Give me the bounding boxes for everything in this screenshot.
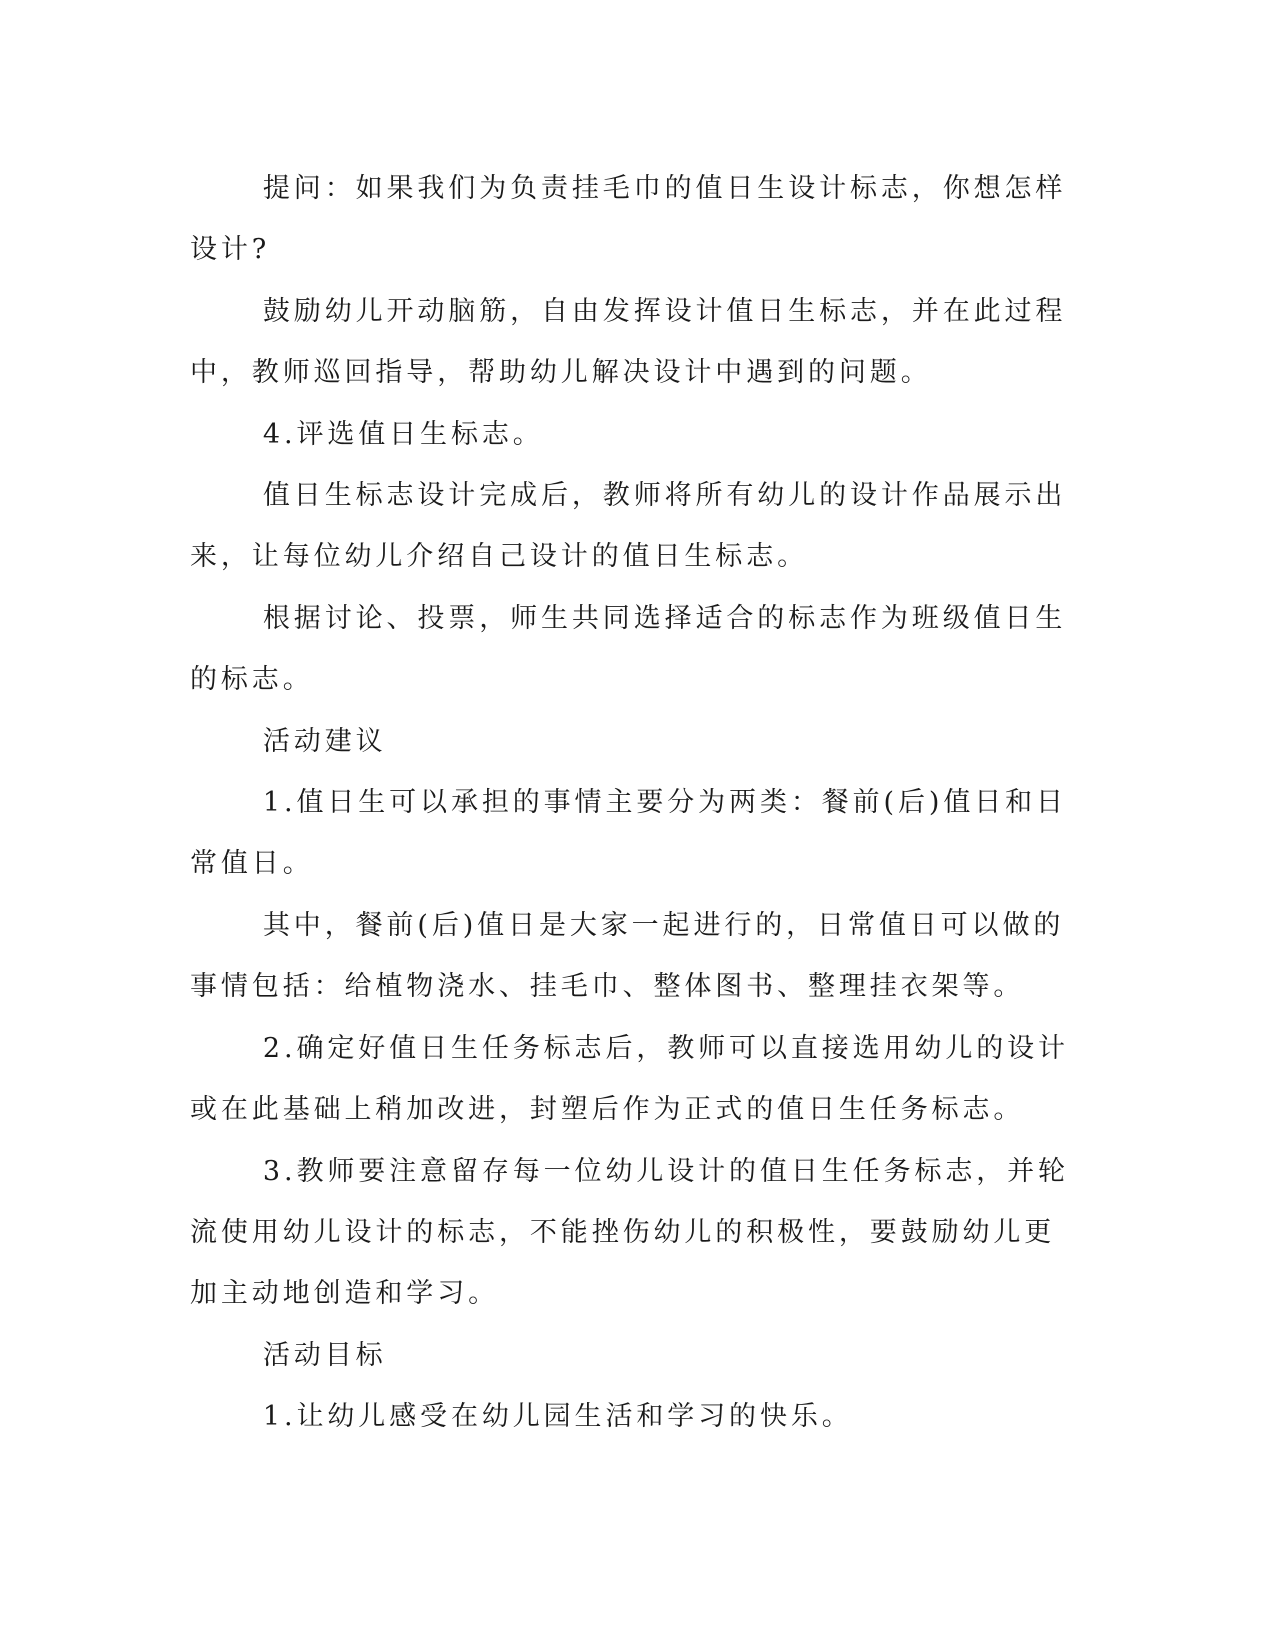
paragraph-display: 值日生标志设计完成后，教师将所有幼儿的设计作品展示出来，让每位幼儿介绍自己设计的值日生标志。 (190, 480, 1067, 573)
paragraph-suggestion-1: 1.值日生可以承担的事情主要分为两类：餐前(后)值日和日常值日。 (190, 787, 1067, 880)
paragraph-suggestion-2: 2.确定好值日生任务标志后，教师可以直接选用幼儿的设计或在此基础上稍加改进，封塑后作为正式的值日生任务标志。 (190, 1032, 1069, 1126)
heading-activity-suggestions: 活动建议 (262, 725, 387, 757)
paragraph-encourage: 鼓励幼儿开动脑筋，自由发挥设计值日生标志，并在此过程中，教师巡回指导，帮助幼儿解决设计中遇到的问题。 (190, 295, 1067, 389)
paragraph-step-4: 4.评选值日生标志。 (262, 418, 544, 450)
paragraph-suggestion-3: 3.教师要注意留存每一位幼儿设计的值日生任务标志，并轮流使用幼儿设计的标志，不能挫伤幼儿的积极性，要鼓励幼儿更加主动地创造和学习。 (190, 1155, 1069, 1310)
paragraph-daily-duties: 其中，餐前(后)值日是大家一起进行的，日常值日可以做的事情包括：给植物浇水、挂毛巾、整体图书、整理挂衣架等。 (190, 909, 1065, 1003)
document-body (190, 158, 1080, 1448)
paragraph-goal-1: 1.让幼儿感受在幼儿园生活和学习的快乐。 (262, 1401, 853, 1433)
paragraph-vote: 根据讨论、投票，师生共同选择适合的标志作为班级值日生的标志。 (190, 602, 1067, 696)
paragraph-question: 提问：如果我们为负责挂毛巾的值日生设计标志，你想怎样设计? (190, 173, 1067, 266)
heading-activity-goals: 活动目标 (262, 1339, 387, 1371)
